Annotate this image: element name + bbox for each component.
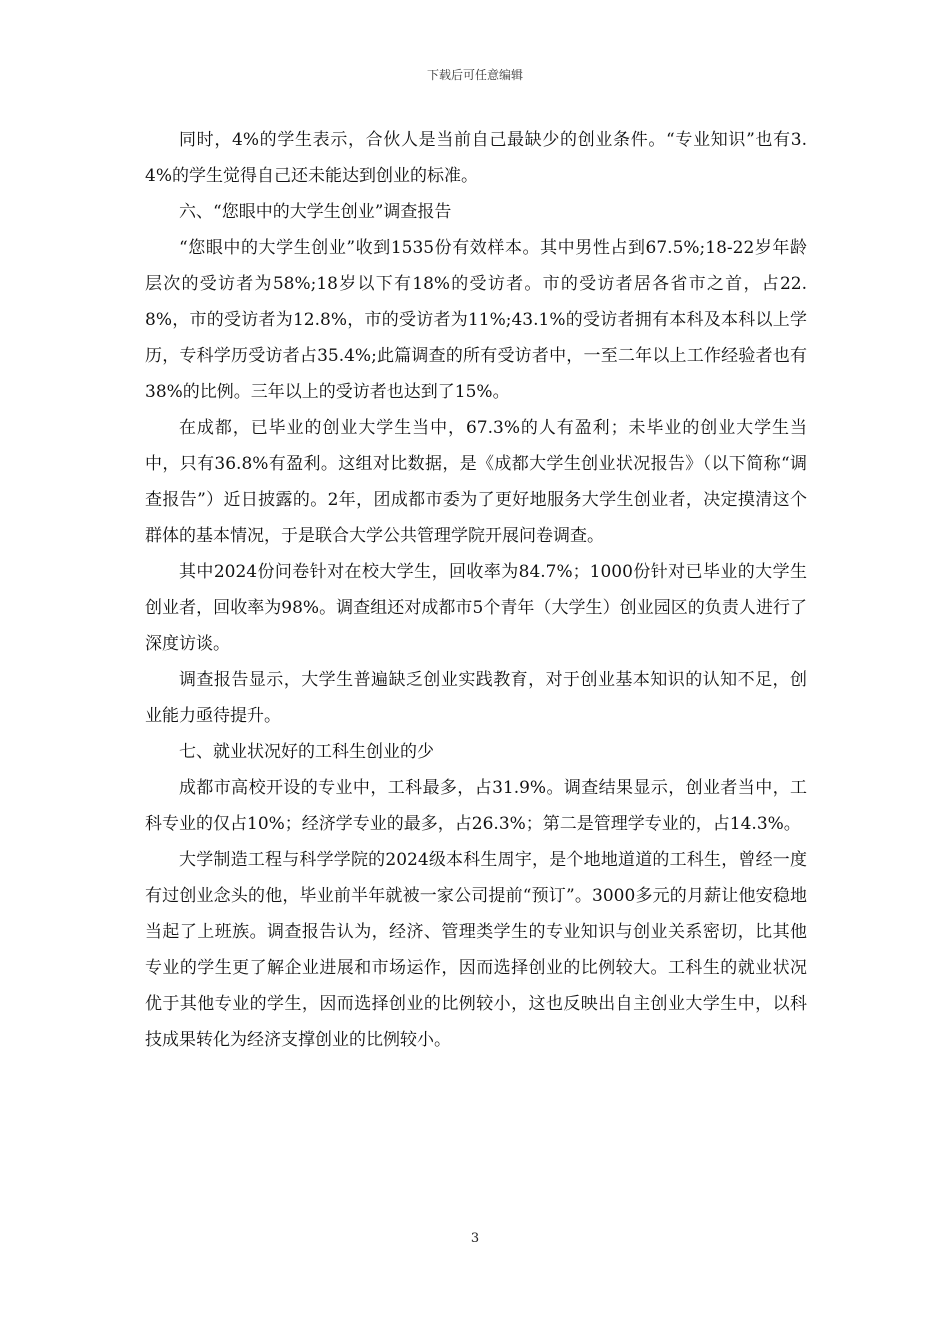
- paragraph-questionnaire: 其中2024份问卷针对在校大学生，回收率为84.7%；1000份针对已毕业的大学生创业者，回收率为98%。调查组还对成都市5个青年（大学生）创业园区的负责人进行了深度访谈。: [145, 562, 807, 654]
- document-body: [145, 122, 807, 1058]
- paragraph-partner-skills: 同时，4%的学生表示，合伙人是当前自己最缺少的创业条件。“专业知识”也有3.4%的学生觉得自己还未能达到创业的标准。: [145, 130, 807, 186]
- section-heading-six: 六、“您眼中的大学生创业”调查报告: [179, 202, 452, 222]
- paragraph-survey-samples: “您眼中的大学生创业”收到1535份有效样本。其中男性占到67.5%;18-22岁年龄层次的受访者为58%;18岁以下有18%的受访者。市的受访者居各省市之首，占22.8%，市的受访者为12.8%，市的受访者为11%;43.1%的受访者拥有本科及本科以上学历，专科学历受访者占35.4%;此篇调查的所有受访者中，一至二年以上工作经验者也有38%的比例。三年以上的受访者也达到了15%。: [145, 238, 807, 402]
- page-number: 3: [470, 1231, 480, 1246]
- page-header-note: 下载后可任意编辑: [426, 68, 523, 82]
- section-heading-seven: 七、就业状况好的工科生创业的少: [179, 742, 434, 762]
- paragraph-chengdu-profit: 在成都，已毕业的创业大学生当中，67.3%的人有盈利；未毕业的创业大学生当中，只有36.8%有盈利。这组对比数据，是《成都大学生创业状况报告》（以下简称“调查报告”）近日披露的。2年，团成都市委为了更好地服务大学生创业者，决定摸清这个群体的基本情况，于是联合大学公共管理学院开展问卷调查。: [145, 418, 807, 546]
- paragraph-majors: 成都市高校开设的专业中，工科最多，占31.9%。调查结果显示，创业者当中，工科专业的仅占10%；经济学专业的最多，占26.3%；第二是管理学专业的，占14.3%。: [145, 778, 807, 834]
- paragraph-report-findings: 调查报告显示，大学生普遍缺乏创业实践教育，对于创业基本知识的认知不足，创业能力亟待提升。: [145, 670, 807, 726]
- paragraph-zhou-yu: 大学制造工程与科学学院的2024级本科生周宇，是个地地道道的工科生，曾经一度有过创业念头的他，毕业前半年就被一家公司提前“预订”。3000多元的月薪让他安稳地当起了上班族。调查报告认为，经济、管理类学生的专业知识与创业关系密切，比其他专业的学生更了解企业进展和市场运作，因而选择创业的比例较大。工科生的就业状况优于其他专业的学生，因而选择创业的比例较小，这也反映出自主创业大学生中，以科技成果转化为经济支撑创业的比例较小。: [145, 850, 807, 1050]
